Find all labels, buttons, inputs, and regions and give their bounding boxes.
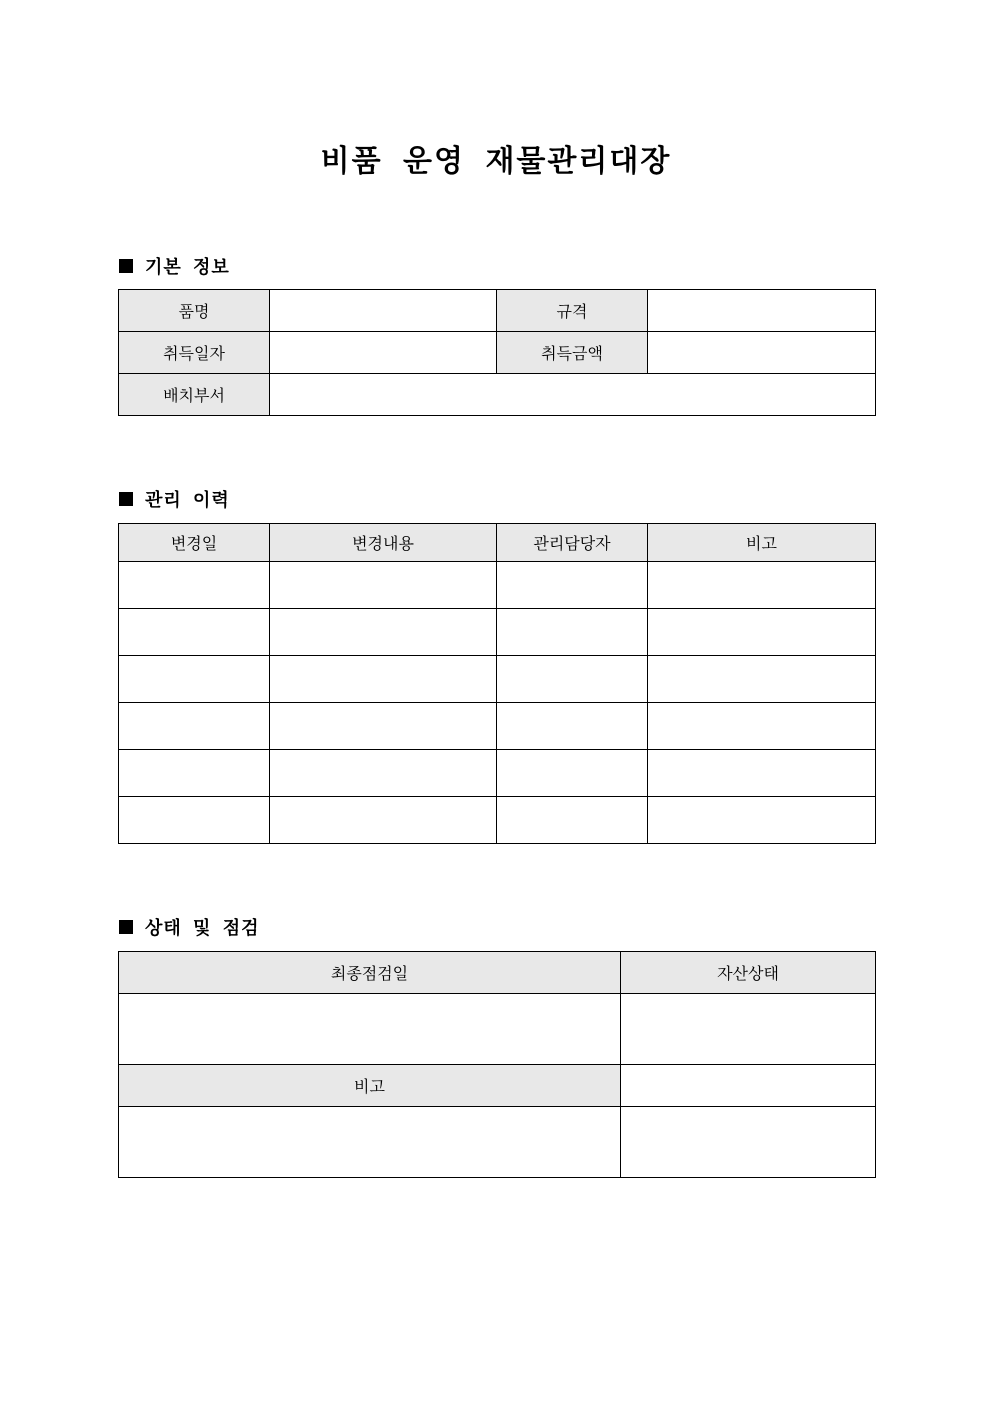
history-cell[interactable] (497, 750, 648, 797)
table-row (119, 332, 876, 374)
history-cell[interactable] (119, 797, 270, 844)
history-cell[interactable] (497, 656, 648, 703)
square-bullet-icon (119, 259, 133, 273)
history-cell[interactable] (648, 562, 876, 609)
table-row (119, 994, 876, 1065)
status-table (118, 951, 876, 1178)
table-row (119, 562, 876, 609)
document-title: 비품 운영 재물관리대장 (320, 144, 672, 179)
dept-label: 배치부서 (119, 374, 270, 416)
note-label: 비고 (119, 1065, 621, 1107)
history-cell[interactable] (119, 656, 270, 703)
history-cell[interactable] (648, 750, 876, 797)
history-cell[interactable] (497, 797, 648, 844)
acq-date-label: 취득일자 (119, 332, 270, 374)
history-cell[interactable] (119, 562, 270, 609)
history-cell[interactable] (648, 656, 876, 703)
section-heading-status (119, 914, 259, 940)
col-header-note: 비고 (648, 524, 876, 562)
acq-amount-label: 취득금액 (497, 332, 648, 374)
history-cell[interactable] (270, 797, 497, 844)
col-header-change-date: 변경일 (119, 524, 270, 562)
history-cell[interactable] (270, 656, 497, 703)
table-row (119, 703, 876, 750)
square-bullet-icon (119, 492, 133, 506)
section-heading-history (119, 486, 230, 512)
col-header-manager: 관리담당자 (497, 524, 648, 562)
asset-status-label: 자산상태 (621, 952, 876, 994)
table-row (119, 609, 876, 656)
table-row (119, 1107, 876, 1178)
square-bullet-icon (119, 920, 133, 934)
history-cell[interactable] (270, 562, 497, 609)
note-field[interactable] (119, 1107, 621, 1178)
extra-field-1[interactable] (621, 1065, 876, 1107)
history-cell[interactable] (119, 703, 270, 750)
last-check-label: 최종점검일 (119, 952, 621, 994)
section-heading-status-text: 상태 및 점검 (145, 918, 260, 939)
dept-field[interactable] (270, 374, 876, 416)
history-cell[interactable] (270, 750, 497, 797)
section-heading-basic (119, 253, 230, 279)
history-cell[interactable] (648, 797, 876, 844)
history-cell[interactable] (648, 703, 876, 750)
history-cell[interactable] (497, 609, 648, 656)
history-cell[interactable] (270, 703, 497, 750)
section-heading-basic-text: 기본 정보 (145, 257, 230, 278)
history-cell[interactable] (648, 609, 876, 656)
acq-amount-field[interactable] (648, 332, 876, 374)
item-name-label: 품명 (119, 290, 270, 332)
history-cell[interactable] (497, 703, 648, 750)
history-cell[interactable] (119, 750, 270, 797)
table-row (119, 1065, 876, 1107)
extra-field-2[interactable] (621, 1107, 876, 1178)
spec-label: 규격 (497, 290, 648, 332)
table-row (119, 374, 876, 416)
item-name-field[interactable] (270, 290, 497, 332)
table-header-row (119, 524, 876, 562)
history-cell[interactable] (119, 609, 270, 656)
table-row (119, 290, 876, 332)
history-cell[interactable] (270, 609, 497, 656)
table-row (119, 750, 876, 797)
asset-status-field[interactable] (621, 994, 876, 1065)
table-row (119, 797, 876, 844)
table-row (119, 656, 876, 703)
history-table (118, 523, 876, 844)
col-header-change-content: 변경내용 (270, 524, 497, 562)
spec-field[interactable] (648, 290, 876, 332)
basic-info-table (118, 289, 876, 416)
history-cell[interactable] (497, 562, 648, 609)
section-heading-history-text: 관리 이력 (145, 490, 230, 511)
acq-date-field[interactable] (270, 332, 497, 374)
last-check-field[interactable] (119, 994, 621, 1065)
table-header-row (119, 952, 876, 994)
